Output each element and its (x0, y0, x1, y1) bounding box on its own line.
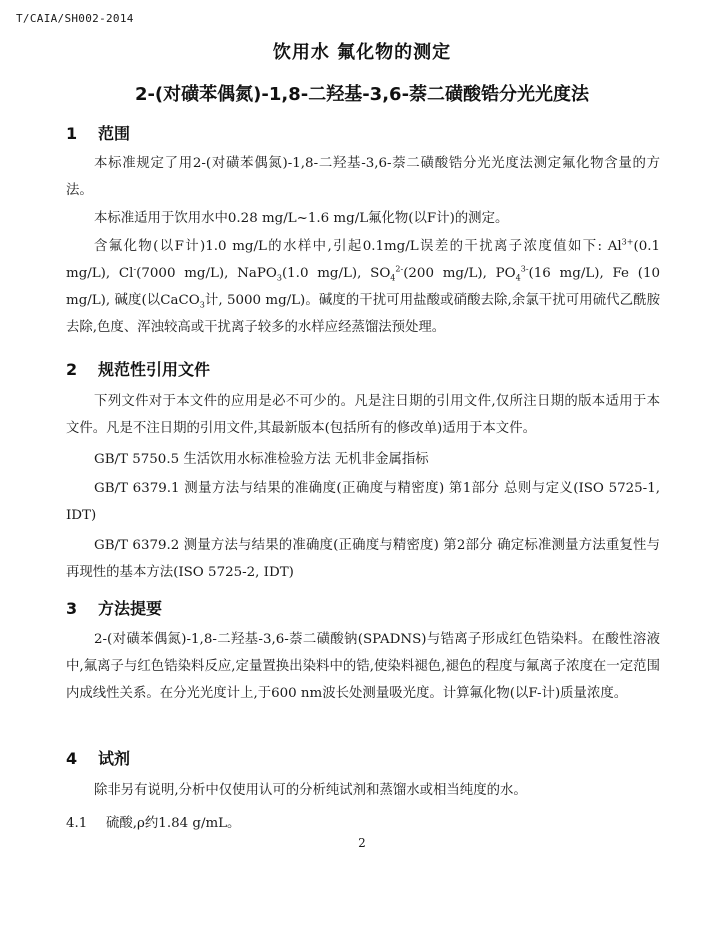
normative-intro: 下列文件对于本文件的应用是必不可少的。凡是注日期的引用文件,仅所注日期的版本适用于本文件。凡是不注日期的引用文件,其最新版本(包括所有的修改单)适用于本文件。 (66, 394, 660, 436)
section-heading-scope (66, 121, 130, 144)
section-heading-reagents (66, 746, 130, 769)
reagent-item-text: 硫酸,ρ约1.84 g/mL。 (106, 816, 241, 831)
reference-gbt-6379-2: GB/T 6379.2 测量方法与结果的准确度(正确度与精密度) 第2部分 确定标准测量方法重复性与再现性的基本方法(ISO 5725-2, IDT) (66, 538, 660, 580)
principle-paragraph: 2-(对磺苯偶氮)-1,8-二羟基-3,6-萘二磺酸钠(SPADNS)与锆离子形成红色锆染料。在酸性溶液中,氟离子与红色锆染料反应,定量置换出染料中的锆,使染料褪色,褪色的程度与氟离子浓度在一定范围内成线性关系。在分光光度计上,于600 nm波长处测量吸光度。计算氟化物(以F-计)质量浓度。 (66, 632, 660, 701)
section-title: 范围 (98, 124, 131, 143)
document-title: 饮用水 氟化物的测定 (272, 42, 452, 63)
reagent-item-number: 4.1 (66, 816, 88, 831)
section-title: 试剂 (98, 749, 131, 768)
section-number: 1 (66, 124, 78, 143)
reference-gbt-6379-1: GB/T 6379.1 测量方法与结果的准确度(正确度与精密度) 第1部分 总则与定义(ISO 5725-1, IDT) (66, 481, 660, 523)
reference-gbt-5750-5: GB/T 5750.5 生活饮用水标准检验方法 无机非金属指标 (94, 452, 429, 467)
section-number: 4 (66, 749, 78, 768)
section-title: 规范性引用文件 (98, 360, 211, 379)
section-number: 2 (66, 360, 78, 379)
reagents-intro: 除非另有说明,分析中仅使用认可的分析纯试剂和蒸馏水或相当纯度的水。 (94, 783, 527, 798)
scope-paragraph-1: 本标准规定了用2-(对磺苯偶氮)-1,8-二羟基-3,6-萘二磺酸锆分光光度法测定氟化物含量的方法。 (66, 156, 660, 198)
page-number: 2 (358, 836, 366, 850)
scope-paragraph-interference: 含氟化物(以F计)1.0 mg/L的水样中,引起0.1mg/L误差的干扰离子浓度值如下: $Al^{3+}(0.1$ mg/L), Cl-(7000 mg/L), NaPO$_3$(1.0 mg/L), $SO_4^{2-}(200$ mg/L), $PO_4^{3-}(16$ mg/L), Fe (10 mg/L), 碱度(以CaCO$_3$计, 5000 mg/L)。碱度的干扰可用盐酸或硝酸去除,余氯干扰可用硫代乙酰胺去除,色度、浑浊较高或干扰离子较多的水样应经蒸馏法预处理。 (66, 237, 661, 335)
standard-number: T/CAIA/SH002-2014 (16, 12, 134, 25)
section-number: 3 (66, 599, 78, 618)
scope-paragraph-2: 本标准适用于饮用水中0.28 mg/L~1.6 mg/L氟化物(以F计)的测定。 (94, 211, 509, 226)
section-heading-principle (66, 596, 162, 619)
reagent-item-4-1 (66, 812, 240, 831)
section-heading-normative-references (66, 357, 210, 380)
section-title: 方法提要 (98, 599, 163, 618)
document-subtitle: 2-(对磺苯偶氮)-1,8-二羟基-3,6-萘二磺酸锆分光光度法 (134, 84, 590, 105)
